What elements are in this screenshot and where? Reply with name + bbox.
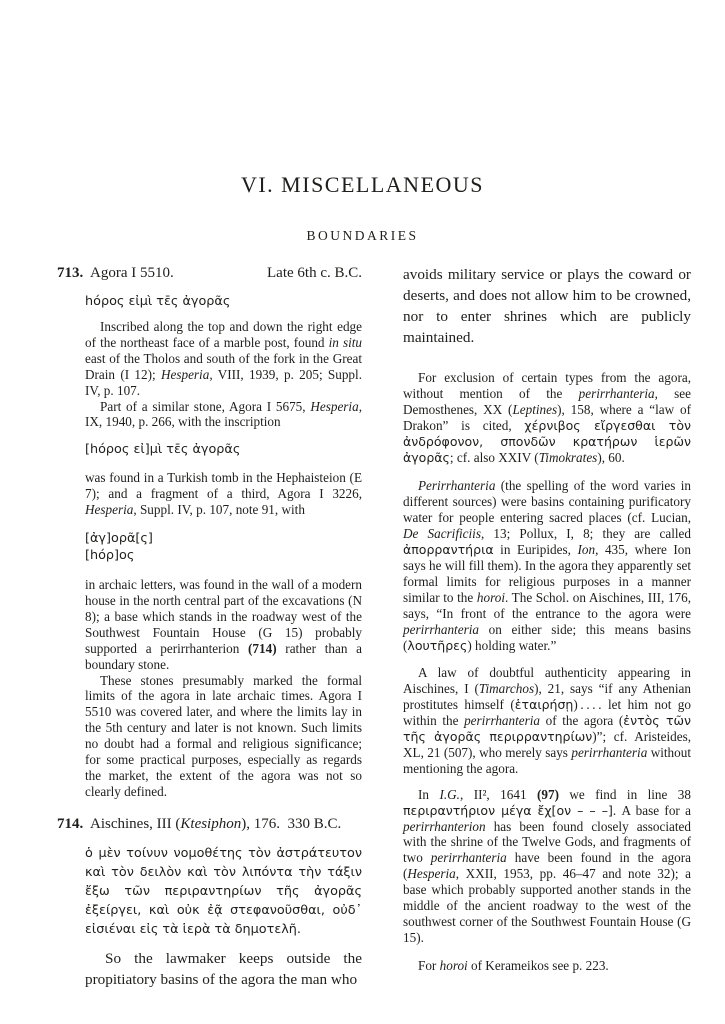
right-column: [403, 264, 691, 974]
entry-714-heading: [57, 815, 362, 834]
paragraph-horoi-kerameikos: For horoi of Kerameikos see p. 223.: [418, 957, 609, 973]
paragraph-archaic-letters: in archaic letters, was found in the wall of a modern house in the north central part of the excavations (N 8); a base which stands in the roadway west of the Southwest Fountain House (G 15) probably supported a perirrhanterion (714) rather than a boundary stone.: [85, 577, 362, 672]
paragraph-these-stones: These stones presumably marked the formal limits of the agora in late archaic times. Agora I 5510 was covered later, and where the limits lay in the 5th century and later is not known. Such limits no doubt had a formal and religious significance; for some practical purposes, especially as regards the market, the extent of the agora was not so clearly defined.: [85, 672, 362, 799]
paragraph-turkish-tomb: was found in a Turkish tomb in the Hephaisteion (E 7); and a fragment of a third, Agora I 3226, Hesperia, Suppl. IV, p. 107, note 91, with: [85, 470, 362, 518]
greek-inscription-horos-2: [hόρος εἰ]μὶ τε̄ς ἀγορᾶς: [85, 442, 241, 458]
greek-inscription-line-agoras: [ἀγ]ορᾶ[ς]: [85, 531, 153, 547]
greek-inscription-line-horos: [hόρ]ος: [85, 548, 135, 564]
paragraph-similar-stone: Part of a similar stone, Agora I 5675, Hesperia, IX, 1940, p. 266, with the inscription: [85, 398, 362, 430]
section-heading: BOUNDARIES: [306, 228, 419, 243]
greek-inscription-horos-3: [85, 530, 362, 564]
entry-713-source: Agora I 5510.: [90, 265, 174, 281]
paragraph-inscribed: Inscribed along the top and down the right edge of the northeast face of a marble post, found in situ east of the Tholos and south of the fork in the Great Drain (I 12); Hesperia, VIII, 1939, p. 205; Suppl. IV, p. 107.: [85, 319, 363, 398]
translation-left-part: So the lawmaker keeps outside the propitiatory basins of the agora the man who: [85, 949, 362, 988]
greek-inscription-horos-1: hόρος εἰμὶ τε̄ς ἀγορᾶς: [85, 294, 231, 309]
left-column: [57, 264, 362, 990]
greek-quotation-aischines: ὁ μὲν τοίνυν νομοθέτης τὸν ἀστράτευτον καὶ τὸν δειλὸν καὶ τὸν λιπόντα τὴν τάξιν ἔξω τῶν περιραντηρίων τῆς ἀγορᾶς ἐξείργει, καὶ οὐκ ἐᾷ στεφανοῦσθαι, οὐδ᾽ εἰσιέναι εἰς τὰ ἱερὰ τὰ δημοτελῆ.: [85, 845, 362, 937]
entry-713-heading: [57, 264, 362, 283]
page-title: VI. MISCELLANEOUS: [240, 172, 485, 197]
entry-713-number: 713.: [57, 265, 84, 281]
paragraph-doubtful-law: A law of doubtful authenticity appearing in Aischines, I (Timarchos), 21, says “if any Athenian prostitutes himself (ἑταιρήσῃ) . . . . let him not go within the perirrhanteria of the agora (ἐντὸς τῶν τῆς ἀγορᾶς περιρραντηρίων)”; cf. Aristeides, XL, 21 (507), who merely says perirrhanteria without mentioning the agora.: [403, 665, 692, 776]
paragraph-perirrhanteria: Perirrhanteria (the spelling of the word varies in different sources) were basins containing purificatory water for people entering sacred places (cf. Lucian, De Sacrificiis, 13; Pollux, I, 8; they are called ἀπορραντήρια in Euripides, Ion, 435, where Ion says he will fill them). In the agora they apparently set formal limits for religious purposes in a manner similar to the horoi. The Schol. on Aischines, III, 176, says, “In front of the entrance to the agora were perirrhanteria on either side; this means basins (λουτῆρες) holding water.”: [403, 478, 691, 653]
translation-right-part: avoids military service or plays the coward or deserts, and does not allow him to be crowned, nor to enter shrines which are publicly maintained.: [403, 266, 691, 346]
paragraph-exclusion: For exclusion of certain types from the agora, without mention of the perirrhanteria, see Demosthenes, XX (Leptines), 158, where a “law of Drakon” is cited, χέρνιβος εἴργεσθαι τὸν ἀνδρόφονον, σπονδῶν κρατήρων ἱερῶν ἀγορᾶς; cf. also XXIV (Timokrates), 60.: [403, 370, 692, 465]
paragraph-ig-basins: In I.G., II², 1641 (97) we find in line 38 περιραντήριον μέγα ἔχ[ον – – –]. A base for a perirrhanterion has been found closely associated with the shrine of the Twelve Gods, and fragments of two perirrhanteria have been found in the agora (Hesperia, XXII, 1953, pp. 46–47 and note 32); a base which probably supported another stands in the middle of the ancient roadway to the west of the southwest corner of the Southwest Fountain House (G 15).: [403, 786, 692, 945]
entry-714-number: 714.: [57, 815, 84, 832]
entry-713-date: Late 6th c. B.C.: [267, 265, 362, 281]
entry-714-source: Aischines, III (Ktesiphon), 176. 330 B.C.: [90, 815, 342, 832]
